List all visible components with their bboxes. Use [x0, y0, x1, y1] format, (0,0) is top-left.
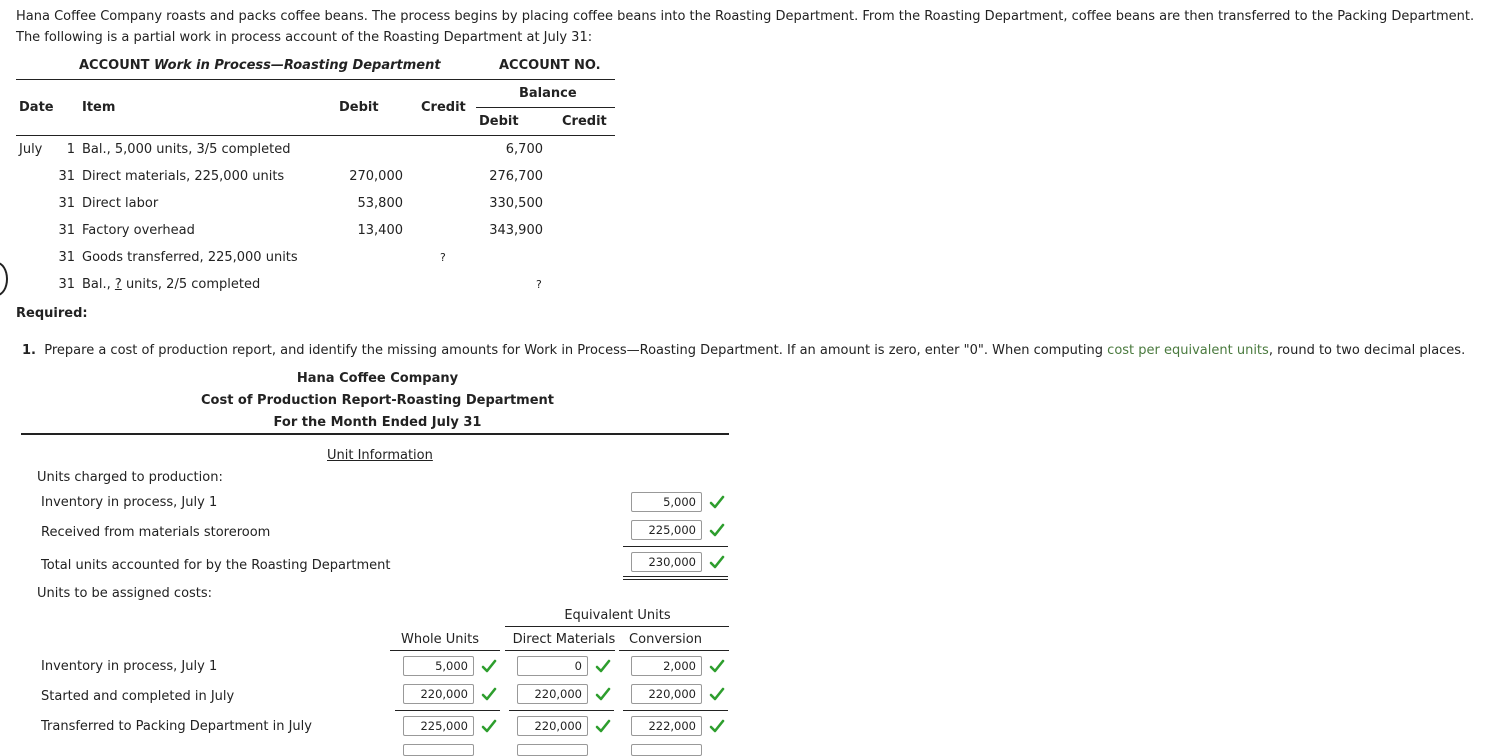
row-day: 31 — [58, 196, 75, 211]
total-units-input[interactable]: 230,000 — [631, 552, 702, 572]
check-icon — [595, 658, 611, 674]
check-icon — [709, 494, 725, 510]
divider — [505, 626, 729, 627]
row-balance-debit: 6,700 — [505, 142, 543, 157]
report-company: Hana Coffee Company — [296, 371, 459, 386]
row-credit-unknown: ? — [440, 251, 446, 264]
check-icon — [595, 686, 611, 702]
whole-units-input[interactable]: 225,000 — [403, 716, 474, 736]
account-no-label: ACCOUNT NO. — [499, 58, 601, 73]
divider — [619, 650, 729, 651]
equivalent-units-heading: Equivalent Units — [564, 608, 671, 623]
report-period: For the Month Ended July 31 — [273, 415, 482, 430]
conversion-input-next[interactable] — [631, 744, 702, 756]
col-header-balance-debit: Debit — [479, 114, 519, 129]
conversion-input[interactable]: 220,000 — [631, 684, 702, 704]
divider — [509, 710, 614, 711]
double-underline — [623, 579, 728, 580]
col-header-date: Date — [19, 100, 54, 115]
conversion-input[interactable]: 222,000 — [631, 716, 702, 736]
double-underline — [623, 576, 728, 577]
check-icon — [709, 554, 725, 570]
whole-units-input[interactable]: 220,000 — [403, 684, 474, 704]
divider — [623, 710, 728, 711]
divider — [623, 546, 728, 547]
charged-row-label: Total units accounted for by the Roasting Department — [41, 558, 391, 573]
row-balance-debit: 276,700 — [489, 169, 543, 184]
cost-per-equivalent-units-link[interactable]: cost per equivalent units — [1107, 343, 1269, 358]
row-debit: 270,000 — [349, 169, 403, 184]
col-header-conversion: Conversion — [629, 632, 702, 647]
row-day: 31 — [58, 250, 75, 265]
check-icon — [709, 686, 725, 702]
divider — [390, 650, 500, 651]
col-header-balance-credit: Credit — [562, 114, 607, 129]
row-item: Goods transferred, 225,000 units — [82, 250, 298, 265]
direct-materials-input-next[interactable] — [517, 744, 588, 756]
assigned-row-label: Started and completed in July — [41, 689, 235, 704]
row-item: Bal., 5,000 units, 3/5 completed — [82, 142, 291, 157]
direct-materials-input[interactable]: 0 — [517, 656, 588, 676]
row-debit: 53,800 — [357, 196, 403, 211]
assigned-row-label: Transferred to Packing Department in July — [41, 719, 312, 734]
received-storeroom-input[interactable]: 225,000 — [631, 520, 702, 540]
divider — [16, 135, 615, 136]
row-day: 1 — [66, 142, 75, 157]
charged-row-label: Inventory in process, July 1 — [41, 495, 218, 510]
divider — [505, 650, 615, 651]
check-icon — [709, 658, 725, 674]
row-item: Bal., ? units, 2/5 completed — [82, 277, 261, 292]
question-1: 1. Prepare a cost of production report, and identify the missing amounts for Work in Process—Roasting Department. If an amount is zero, enter "0". When computing cost per equivalent units, round to two decimal places. — [22, 343, 1466, 358]
whole-units-input[interactable]: 5,000 — [403, 656, 474, 676]
divider — [21, 433, 729, 435]
inventory-july1-input[interactable]: 5,000 — [631, 492, 702, 512]
divider — [16, 79, 615, 80]
row-item: Factory overhead — [82, 223, 195, 238]
units-assigned-label: Units to be assigned costs: — [37, 586, 213, 601]
check-icon — [481, 658, 497, 674]
row-month: July — [19, 142, 43, 157]
col-header-item: Item — [82, 100, 116, 115]
check-icon — [595, 718, 611, 734]
divider — [395, 710, 500, 711]
whole-units-input-next[interactable] — [403, 744, 474, 756]
direct-materials-input[interactable]: 220,000 — [517, 716, 588, 736]
row-day: 31 — [58, 277, 75, 292]
row-item: Direct materials, 225,000 units — [82, 169, 285, 184]
check-icon — [481, 686, 497, 702]
required-label: Required: — [16, 306, 88, 321]
row-balance-unknown: ? — [536, 278, 542, 291]
row-item: Direct labor — [82, 196, 159, 211]
assigned-row-label: Inventory in process, July 1 — [41, 659, 218, 674]
report-title: Cost of Production Report-Roasting Department — [200, 393, 555, 408]
check-icon — [481, 718, 497, 734]
row-day: 31 — [58, 223, 75, 238]
partial-circle-icon — [0, 262, 8, 296]
account-title: ACCOUNT Work in Process—Roasting Department — [79, 58, 441, 73]
balance-label: Balance — [519, 86, 577, 101]
row-debit: 13,400 — [357, 223, 403, 238]
col-header-direct-materials: Direct Materials — [512, 632, 616, 647]
units-charged-label: Units charged to production: — [37, 470, 223, 485]
col-header-whole-units: Whole Units — [400, 632, 480, 647]
col-header-debit: Debit — [339, 100, 379, 115]
charged-row-label: Received from materials storeroom — [41, 525, 271, 540]
unit-information-heading: Unit Information — [327, 448, 433, 463]
check-icon — [709, 718, 725, 734]
col-header-credit: Credit — [421, 100, 466, 115]
intro-paragraph: Hana Coffee Company roasts and packs coffee beans. The process begins by placing coffee beans into the Roasting Department. From the Roasting Department, coffee beans are then transferred to the Packing Department. The following is a partial work in process account of the Roasting Department at July 31: — [16, 9, 1475, 45]
row-balance-debit: 343,900 — [489, 223, 543, 238]
check-icon — [709, 522, 725, 538]
row-balance-debit: 330,500 — [489, 196, 543, 211]
divider — [476, 107, 615, 108]
row-day: 31 — [58, 169, 75, 184]
direct-materials-input[interactable]: 220,000 — [517, 684, 588, 704]
conversion-input[interactable]: 2,000 — [631, 656, 702, 676]
